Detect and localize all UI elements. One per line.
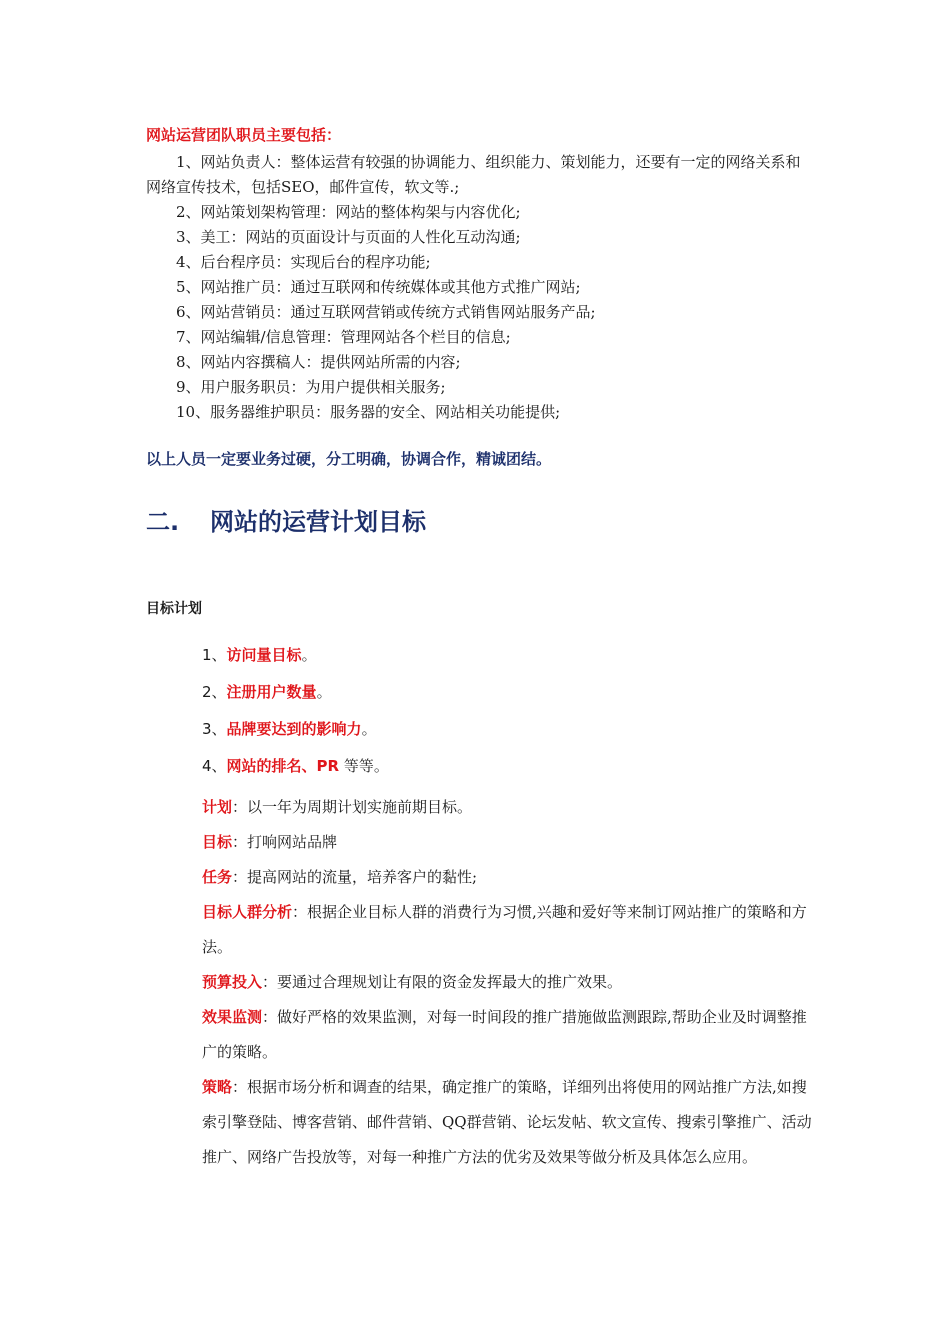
plan-text: ：根据市场分析和调查的结果，确定推广的策略，详细列出将使用的网站推广方法,如搜索引擎登陆、博客营销、邮件营销、QQ群营销、论坛发帖、软文宣传、搜索引擎推广、活动推广、网络广告投放等，对每一种推广方法的优劣及效果等做分析及具体怎么应用。: [202, 1078, 812, 1166]
plan-paragraph: [202, 860, 814, 895]
goal-item: [202, 643, 389, 680]
goal-number: 4、: [202, 757, 227, 775]
role-item: 10、服务器维护职员：服务器的安全、网站相关功能提供;: [176, 403, 561, 421]
plan-label: 任务: [202, 868, 233, 886]
sub-heading: 目标计划: [146, 601, 202, 617]
role-item: 1、网站负责人：整体运营有较强的协调能力、组织能力、策划能力，还要有一定的网络关系和网络宣传技术，包括SEO，邮件宣传，软文等.;: [146, 153, 801, 196]
plan-text: ：做好严格的效果监测，对每一时间段的推广措施做监测跟踪,帮助企业及时调整推广的策略。: [202, 1008, 807, 1061]
role-item: 3、美工：网站的页面设计与页面的人性化互动沟通;: [176, 228, 521, 246]
plan-label: 目标人群分析: [202, 903, 293, 921]
section-number: 二.: [146, 508, 180, 536]
plan-text: ：要通过合理规划让有限的资金发挥最大的推广效果。: [262, 973, 623, 991]
plan-paragraph: [202, 1070, 814, 1175]
goal-suffix: 等等。: [339, 757, 389, 775]
role-item: 2、网站策划架构管理：网站的整体构架与内容优化;: [176, 203, 521, 221]
role-item: 4、后台程序员：实现后台的程序功能;: [176, 253, 431, 271]
plan-label: 计划: [202, 798, 233, 816]
team-summary: 以上人员一定要业务过硬，分工明确，协调合作，精诚团结。: [146, 450, 552, 468]
plan-label: 目标: [202, 833, 233, 851]
plan-paragraph: [202, 965, 814, 1000]
plan-text: ：提高网站的流量，培养客户的黏性;: [232, 868, 478, 886]
plan-paragraph: [202, 1000, 814, 1070]
plan-label: 预算投入: [202, 973, 263, 991]
goal-text: 访问量目标: [226, 646, 302, 664]
role-item: 5、网站推广员：通过互联网和传统媒体或其他方式推广网站;: [176, 278, 581, 296]
plan-text: ：根据企业目标人群的消费行为习惯,兴趣和爱好等来制订网站推广的策略和方法。: [202, 903, 807, 956]
section-heading: [146, 502, 426, 537]
plan-text: ：以一年为周期计划实施前期目标。: [232, 798, 473, 816]
role-item: 9、用户服务职员：为用户提供相关服务;: [176, 378, 446, 396]
goal-item: [202, 754, 389, 791]
plan-label: 效果监测: [202, 1008, 263, 1026]
goal-suffix: 。: [316, 683, 332, 701]
goal-text: 注册用户数量: [226, 683, 317, 701]
goal-suffix: 。: [301, 646, 317, 664]
goal-text: 网站的排名、PR: [226, 757, 340, 775]
role-item: 7、网站编辑/信息管理：管理网站各个栏目的信息;: [176, 328, 511, 346]
goal-text: 品牌要达到的影响力: [226, 720, 362, 738]
plan-paragraph: [202, 790, 814, 825]
goal-item: [202, 717, 389, 754]
role-item: 6、网站营销员：通过互联网营销或传统方式销售网站服务产品;: [176, 303, 596, 321]
goal-number: 2、: [202, 683, 227, 701]
section-title-text: 网站的运营计划目标: [210, 508, 426, 536]
plan-text: ：打响网站品牌: [232, 833, 338, 851]
plan-label: 策略: [202, 1078, 233, 1096]
goal-number: 3、: [202, 720, 227, 738]
goals-list: [202, 643, 389, 791]
role-item: 8、网站内容撰稿人：提供网站所需的内容;: [176, 353, 461, 371]
roles-list: [146, 150, 814, 425]
plan-paragraph: [202, 895, 814, 965]
plan-details: [202, 790, 814, 1175]
team-heading: 网站运营团队职员主要包括：: [146, 126, 342, 144]
goal-suffix: 。: [361, 720, 377, 738]
goal-item: [202, 680, 389, 717]
goal-number: 1、: [202, 646, 227, 664]
plan-paragraph: [202, 825, 814, 860]
